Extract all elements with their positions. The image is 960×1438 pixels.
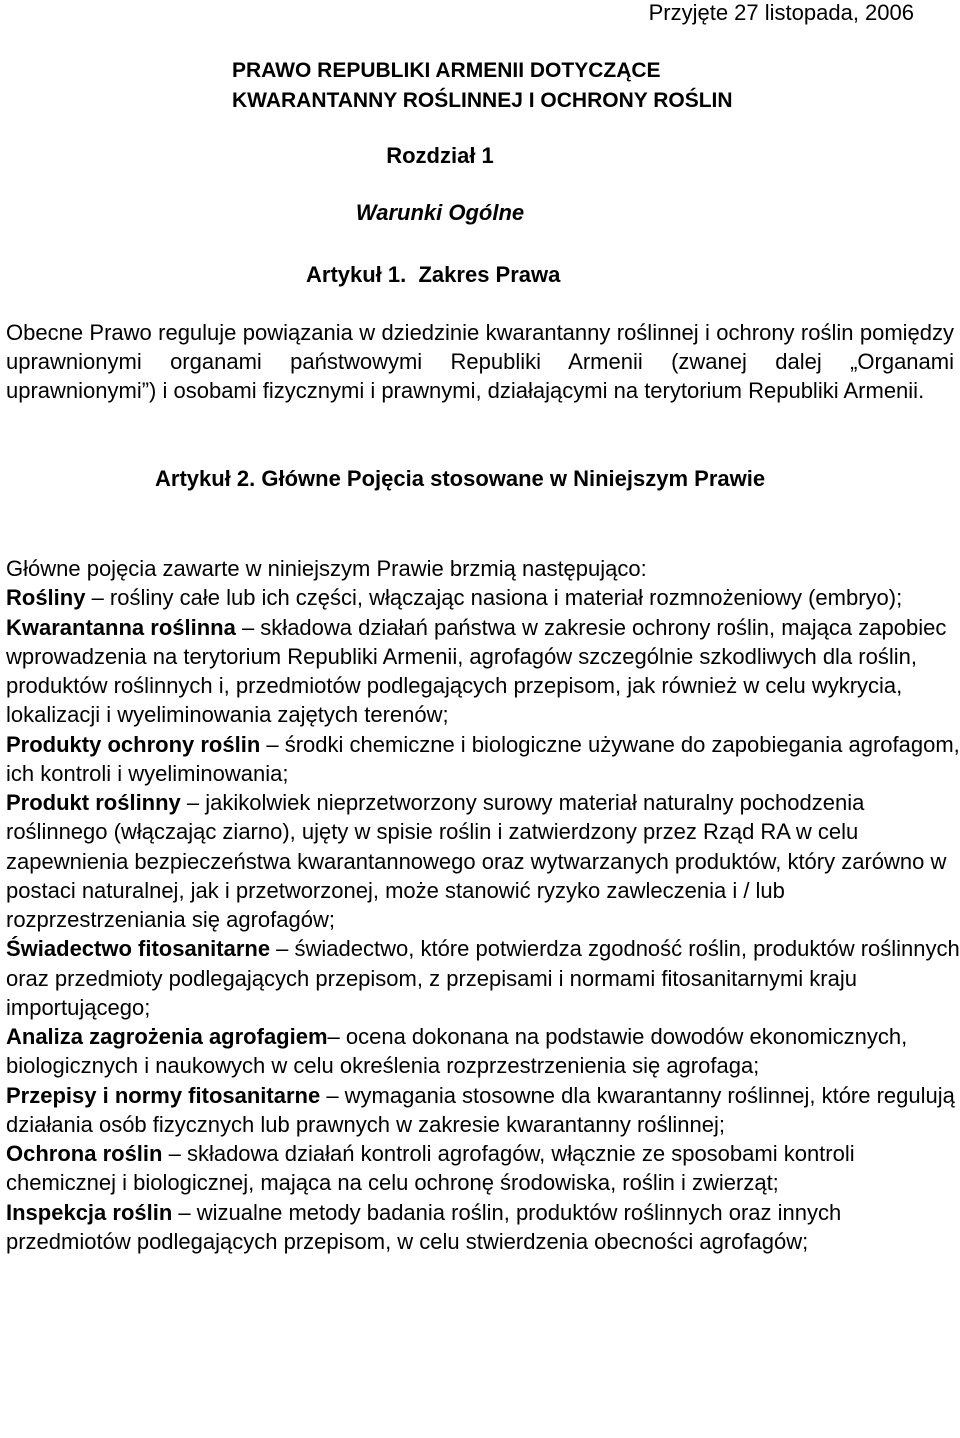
definition-item <box>6 788 960 934</box>
definition-term: Inspekcja roślin <box>6 1199 173 1225</box>
definition-text: – ocena dokonana na podstawie dowodów ekonomicznych, biologicznych i naukowych w celu określenia rozprzestrzenienia się agrofaga; <box>6 1024 908 1079</box>
definition-text: – wizualne metody badania roślin, produktów roślinnych oraz innych przedmiotów podlegających przepisom, w celu stwierdzenia obecności agrofagów; <box>6 1199 842 1254</box>
definition-term: Rośliny <box>6 585 86 611</box>
definition-term: Produkt roślinny <box>6 790 181 815</box>
chapter-name: Warunki Ogólne <box>355 200 525 225</box>
definition-term: Świadectwo fitosanitarne <box>6 936 271 962</box>
definition-text: – składowa działań kontroli agrofagów, włącznie ze sposobami kontroli chemicznej i biologicznej, mająca na celu ochronę środowiska, roślin i zwierząt; <box>6 1141 855 1196</box>
definition-term: Analiza zagrożenia agrofagiem <box>6 1024 328 1049</box>
adoption-date: Przyjęte 27 listopada, 2006 <box>648 0 914 25</box>
definitions-intro: Główne pojęcia zawarte w niniejszym Prawie brzmią następująco: <box>6 556 647 581</box>
definition-item <box>6 613 960 730</box>
definition-item <box>6 730 960 789</box>
definition-term: Przepisy i normy fitosanitarne <box>6 1082 321 1108</box>
definition-item <box>6 1198 960 1257</box>
definition-text: – środki chemiczne i biologiczne używane do zapobiegania agrofagom, ich kontroli i wyeliminowania; <box>6 731 960 786</box>
definition-text: – składowa działań państwa w zakresie ochrony roślin, mająca zapobiec wprowadzenia na terytorium Republiki Armenii, agrofagów szczególnie szkodliwych dla roślin, produktów roślinnych i, przedmiotów podlegających przepisom, jak również w celu wykrycia, lokalizacji i wyeliminowania zajętych terenów; <box>6 614 947 728</box>
definitions-list <box>6 554 960 1256</box>
law-title-line-2: KWARANTANNY ROŚLINNEJ I OCHRONY ROŚLIN <box>232 89 733 112</box>
law-title <box>232 56 733 116</box>
definition-term: Ochrona roślin <box>6 1141 163 1166</box>
definition-term: Kwarantanna roślinna <box>6 614 236 640</box>
definition-text: – jakikolwiek nieprzetworzony surowy materiał naturalny pochodzenia roślinnego (włączając ziarno), ujęty w spisie roślin i zatwierdzony przez Rząd RA w celu zapewnienia bezpieczeństwa kwarantannowego oraz wytwarzanych produktów, który zarówno w postaci naturalnej, jak i przetworzonej, może stanowić ryzyko zawleczenia i / lub rozprzestrzeniania się agrofagów; <box>6 790 947 932</box>
law-title-line-1: PRAWO REPUBLIKI ARMENII DOTYCZĄCE <box>232 59 661 82</box>
definition-text: – rośliny całe lub ich części, włączając nasiona i materiał rozmnożeniowy (embryo); <box>85 585 903 611</box>
chapter-number: Rozdział 1 <box>386 143 494 168</box>
definition-item <box>6 934 960 1022</box>
definition-item <box>6 583 960 612</box>
definition-item <box>6 1081 960 1140</box>
definition-item <box>6 1022 960 1081</box>
definition-text: – wymagania stosowne dla kwarantanny roślinnej, które regulują działania osób fizycznych lub prawnych w zakresie kwarantanny roślinnej; <box>6 1082 955 1137</box>
article-2-heading: Artykuł 2. Główne Pojęcia stosowane w Niniejszym Prawie <box>155 466 766 491</box>
definition-term: Produkty ochrony roślin <box>6 731 261 757</box>
definition-text: – świadectwo, które potwierdza zgodność roślin, produktów roślinnych oraz przedmioty podlegających przepisom, z przepisami i normami fitosanitarnymi kraju importującego; <box>6 936 960 1020</box>
article-1-body: Obecne Prawo reguluje powiązania w dziedzinie kwarantanny roślinnej i ochrony roślin pomiędzy uprawnionymi organami państwowymi Republiki Armenii (zwanej dalej „Organami uprawnionymi”) i osobami fizycznymi i prawnymi, działającymi na terytorium Republiki Armenii. <box>6 320 954 404</box>
definition-item <box>6 1139 960 1198</box>
article-1-heading: Artykuł 1. Zakres Prawa <box>306 262 561 287</box>
